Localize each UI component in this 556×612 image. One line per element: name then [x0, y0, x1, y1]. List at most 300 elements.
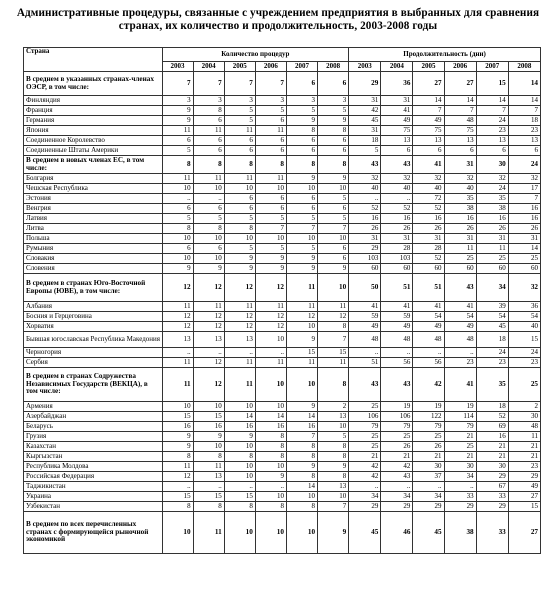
- duration-days-cell: 79: [444, 422, 476, 432]
- count-year-header: 2008: [318, 62, 349, 72]
- table-row: [24, 402, 541, 412]
- table-title: Административные процедуры, связанные с учреждением предприятия в выбранных для сравнения странах, их количество и продолжительность, 2003-2008 годы: [16, 7, 540, 32]
- country-name-cell: Беларусь: [24, 422, 163, 432]
- procedures-count-cell: 12: [255, 274, 286, 302]
- duration-days-cell: 14: [476, 96, 508, 106]
- country-name-cell: Германия: [24, 116, 163, 126]
- duration-days-cell: 41: [349, 302, 381, 312]
- table-row: [24, 244, 541, 254]
- procedures-count-cell: 9: [162, 264, 193, 274]
- procedures-count-cell: 9: [255, 264, 286, 274]
- procedures-count-cell: 5: [162, 214, 193, 224]
- country-name-cell: Босния и Герцеговина: [24, 312, 163, 322]
- procedures-count-cell: 2: [318, 402, 349, 412]
- duration-days-cell: 40: [508, 322, 540, 332]
- procedures-count-cell: ..: [224, 482, 255, 492]
- procedures-count-cell: ..: [193, 348, 224, 358]
- procedures-count-cell: 15: [193, 492, 224, 502]
- duration-days-cell: 25: [508, 254, 540, 264]
- procedures-count-cell: 5: [193, 214, 224, 224]
- duration-days-cell: 39: [476, 302, 508, 312]
- duration-days-cell: 21: [476, 452, 508, 462]
- procedures-count-cell: 9: [255, 254, 286, 264]
- procedures-count-cell: 8: [318, 442, 349, 452]
- procedures-count-cell: 10: [286, 184, 317, 194]
- duration-days-cell: 16: [413, 214, 444, 224]
- procedures-count-cell: 10: [224, 184, 255, 194]
- country-name-cell: Армения: [24, 402, 163, 412]
- duration-days-cell: 30: [413, 462, 444, 472]
- procedures-count-cell: 3: [162, 96, 193, 106]
- procedures-count-cell: 12: [255, 322, 286, 332]
- procedures-count-cell: 11: [162, 462, 193, 472]
- country-name-cell: В среднем в странах Содружества Независимых Государств (ВЕКЦА), в том числе:: [24, 368, 163, 402]
- duration-days-cell: 16: [508, 204, 540, 214]
- country-name-cell: В среднем в новых членах ЕС, в том числе:: [24, 156, 163, 174]
- procedures-count-cell: 5: [286, 106, 317, 116]
- procedures-count-cell: 9: [224, 432, 255, 442]
- duration-days-cell: 38: [444, 204, 476, 214]
- duration-days-cell: 29: [381, 502, 413, 512]
- procedures-count-cell: 8: [193, 106, 224, 116]
- procedures-count-cell: 12: [193, 274, 224, 302]
- country-name-cell: Кыргызстан: [24, 452, 163, 462]
- duration-days-cell: 26: [413, 224, 444, 234]
- duration-days-cell: 25: [508, 368, 540, 402]
- duration-days-cell: 75: [413, 126, 444, 136]
- duration-days-cell: 24: [508, 156, 540, 174]
- duration-days-cell: 19: [444, 402, 476, 412]
- duration-days-cell: ..: [413, 482, 444, 492]
- country-name-cell: Финляндия: [24, 96, 163, 106]
- duration-days-cell: 45: [349, 512, 381, 554]
- procedures-count-cell: 16: [162, 422, 193, 432]
- duration-days-cell: ..: [444, 482, 476, 492]
- duration-year-header: 2006: [444, 62, 476, 72]
- procedures-count-cell: 12: [286, 312, 317, 322]
- procedures-count-cell: 12: [224, 312, 255, 322]
- duration-days-cell: 54: [444, 312, 476, 322]
- procedures-count-cell: 8: [255, 156, 286, 174]
- procedures-count-cell: ..: [193, 194, 224, 204]
- duration-days-cell: 21: [444, 452, 476, 462]
- duration-year-header: 2004: [381, 62, 413, 72]
- duration-days-cell: 23: [444, 358, 476, 368]
- duration-days-cell: 41: [381, 302, 413, 312]
- duration-days-cell: 40: [444, 184, 476, 194]
- duration-days-cell: 25: [444, 442, 476, 452]
- table-row: [24, 472, 541, 482]
- duration-days-cell: 122: [413, 412, 444, 422]
- procedures-count-cell: 8: [318, 322, 349, 332]
- country-name-cell: Черногория: [24, 348, 163, 358]
- procedures-count-cell: 14: [224, 412, 255, 422]
- duration-days-cell: 23: [508, 126, 540, 136]
- procedures-count-cell: 11: [318, 302, 349, 312]
- duration-year-header: 2003: [349, 62, 381, 72]
- duration-days-cell: 60: [349, 264, 381, 274]
- duration-days-cell: 33: [444, 492, 476, 502]
- procedures-count-cell: 6: [318, 136, 349, 146]
- count-year-header: 2006: [255, 62, 286, 72]
- procedures-count-cell: ..: [255, 348, 286, 358]
- duration-days-cell: 49: [381, 322, 413, 332]
- table-row: [24, 432, 541, 442]
- duration-days-cell: 23: [476, 358, 508, 368]
- procedures-count-cell: 12: [224, 274, 255, 302]
- country-name-cell: Хорватия: [24, 322, 163, 332]
- duration-days-cell: 17: [508, 184, 540, 194]
- procedures-count-cell: 10: [318, 234, 349, 244]
- duration-days-cell: 2: [508, 402, 540, 412]
- duration-year-header: 2008: [508, 62, 540, 72]
- procedures-count-cell: 14: [255, 412, 286, 422]
- procedures-count-cell: 16: [224, 422, 255, 432]
- duration-days-cell: 26: [413, 442, 444, 452]
- procedures-count-cell: ..: [162, 348, 193, 358]
- procedures-count-cell: 9: [162, 442, 193, 452]
- country-name-cell: Бывшая югославская Республика Македония: [24, 332, 163, 348]
- procedures-count-cell: 8: [318, 156, 349, 174]
- country-name-cell: Сербия: [24, 358, 163, 368]
- country-name-cell: Литва: [24, 224, 163, 234]
- procedures-count-cell: 6: [318, 146, 349, 156]
- duration-days-cell: 7: [508, 106, 540, 116]
- procedures-count-cell: 8: [162, 502, 193, 512]
- duration-days-cell: 34: [381, 492, 413, 502]
- table-row: [24, 482, 541, 492]
- procedures-count-cell: 11: [286, 302, 317, 312]
- procedures-count-cell: 8: [162, 452, 193, 462]
- procedures-count-cell: 7: [318, 332, 349, 348]
- country-name-cell: В среднем в странах Юго-Восточной Европы (ЮВЕ), в том числе:: [24, 274, 163, 302]
- count-year-header: 2005: [224, 62, 255, 72]
- procedures-count-cell: 10: [224, 442, 255, 452]
- procedures-count-cell: 6: [318, 72, 349, 96]
- duration-days-cell: 60: [381, 264, 413, 274]
- duration-days-cell: 106: [349, 412, 381, 422]
- procedures-count-cell: 15: [318, 348, 349, 358]
- duration-days-cell: ..: [349, 482, 381, 492]
- procedures-count-cell: 7: [286, 224, 317, 234]
- duration-days-cell: 23: [508, 358, 540, 368]
- procedures-count-cell: 11: [193, 302, 224, 312]
- table-row: [24, 312, 541, 322]
- procedures-count-cell: 6: [224, 136, 255, 146]
- procedures-count-cell: 13: [224, 332, 255, 348]
- procedures-count-cell: 13: [318, 482, 349, 492]
- duration-days-cell: 34: [444, 472, 476, 482]
- duration-days-cell: 48: [444, 332, 476, 348]
- table-row: [24, 254, 541, 264]
- duration-days-cell: 15: [508, 332, 540, 348]
- country-name-cell: Казахстан: [24, 442, 163, 452]
- duration-days-cell: 48: [508, 422, 540, 432]
- procedures-count-cell: 6: [255, 136, 286, 146]
- procedures-count-cell: 9: [255, 472, 286, 482]
- procedures-count-cell: 11: [224, 126, 255, 136]
- duration-days-cell: 14: [508, 244, 540, 254]
- duration-days-cell: 34: [413, 492, 444, 502]
- procedures-count-cell: 12: [162, 322, 193, 332]
- duration-days-cell: 34: [349, 492, 381, 502]
- duration-days-cell: 72: [413, 194, 444, 204]
- procedures-count-cell: 10: [193, 254, 224, 264]
- table-group-row: [24, 512, 541, 554]
- country-name-cell: Венгрия: [24, 204, 163, 214]
- duration-days-cell: 49: [381, 116, 413, 126]
- procedures-count-cell: 10: [224, 234, 255, 244]
- procedures-count-cell: 9: [162, 116, 193, 126]
- duration-days-cell: 59: [349, 312, 381, 322]
- country-name-cell: Таджикистан: [24, 482, 163, 492]
- duration-days-cell: 51: [413, 274, 444, 302]
- procedures-count-cell: 10: [162, 512, 193, 554]
- duration-days-cell: 54: [413, 312, 444, 322]
- duration-days-cell: 49: [508, 482, 540, 492]
- table-group-row: [24, 368, 541, 402]
- procedures-count-cell: 10: [318, 274, 349, 302]
- procedures-count-cell: ..: [162, 482, 193, 492]
- procedures-count-cell: 13: [318, 412, 349, 422]
- duration-days-cell: 24: [476, 184, 508, 194]
- duration-days-cell: 23: [508, 462, 540, 472]
- count-year-header: 2004: [193, 62, 224, 72]
- duration-days-cell: 32: [381, 174, 413, 184]
- country-name-cell: Япония: [24, 126, 163, 136]
- duration-days-cell: 5: [349, 146, 381, 156]
- duration-days-cell: 6: [476, 146, 508, 156]
- procedures-count-cell: 5: [318, 432, 349, 442]
- procedures-count-cell: 12: [193, 312, 224, 322]
- procedures-count-cell: 8: [193, 224, 224, 234]
- table-row: [24, 174, 541, 184]
- procedures-count-cell: 9: [286, 462, 317, 472]
- duration-days-cell: 31: [349, 126, 381, 136]
- duration-days-cell: 18: [508, 116, 540, 126]
- procedures-count-cell: 11: [162, 126, 193, 136]
- procedures-count-cell: 8: [193, 452, 224, 462]
- duration-days-cell: 41: [381, 106, 413, 116]
- procedures-count-cell: 6: [193, 204, 224, 214]
- procedures-count-cell: 8: [286, 442, 317, 452]
- duration-days-cell: 45: [349, 116, 381, 126]
- table-group-row: [24, 274, 541, 302]
- country-column-header: Страна: [24, 48, 163, 72]
- duration-days-cell: 40: [381, 184, 413, 194]
- table-row: [24, 224, 541, 234]
- duration-days-cell: 18: [349, 136, 381, 146]
- duration-days-cell: 56: [381, 358, 413, 368]
- duration-days-cell: 7: [444, 106, 476, 116]
- duration-days-cell: 42: [381, 462, 413, 472]
- procedures-count-cell: 12: [162, 274, 193, 302]
- duration-days-cell: 49: [444, 322, 476, 332]
- duration-days-cell: 11: [444, 244, 476, 254]
- procedures-count-cell: 5: [224, 244, 255, 254]
- duration-days-cell: 26: [508, 224, 540, 234]
- country-name-cell: Эстония: [24, 194, 163, 204]
- duration-days-cell: 25: [381, 432, 413, 442]
- table-row: [24, 348, 541, 358]
- duration-days-cell: 43: [349, 156, 381, 174]
- duration-days-cell: 6: [508, 146, 540, 156]
- procedures-count-cell: 13: [193, 472, 224, 482]
- procedures-count-cell: 5: [286, 214, 317, 224]
- procedures-count-cell: 6: [255, 146, 286, 156]
- duration-days-cell: 103: [349, 254, 381, 264]
- duration-days-cell: 14: [508, 96, 540, 106]
- duration-days-cell: 31: [444, 234, 476, 244]
- country-name-cell: Соединенные Штаты Америки: [24, 146, 163, 156]
- duration-days-cell: 35: [444, 194, 476, 204]
- duration-days-cell: 6: [444, 146, 476, 156]
- procedures-count-cell: 5: [286, 244, 317, 254]
- duration-days-cell: 18: [476, 402, 508, 412]
- procedures-count-cell: 10: [255, 234, 286, 244]
- duration-days-cell: 13: [508, 136, 540, 146]
- table-row: [24, 492, 541, 502]
- duration-days-cell: 16: [349, 214, 381, 224]
- duration-days-cell: 35: [476, 194, 508, 204]
- duration-days-cell: 26: [381, 224, 413, 234]
- procedures-count-cell: 10: [286, 492, 317, 502]
- procedures-count-cell: 10: [255, 368, 286, 402]
- duration-days-cell: 41: [413, 156, 444, 174]
- duration-days-cell: 13: [381, 136, 413, 146]
- duration-days-cell: 28: [413, 244, 444, 254]
- duration-days-cell: 21: [349, 452, 381, 462]
- duration-days-cell: 75: [444, 126, 476, 136]
- procedures-count-cell: 12: [318, 312, 349, 322]
- procedures-count-cell: 7: [286, 432, 317, 442]
- country-name-cell: Грузия: [24, 432, 163, 442]
- procedures-count-cell: 11: [224, 302, 255, 312]
- procedures-count-cell: 10: [224, 402, 255, 412]
- duration-days-cell: 16: [508, 214, 540, 224]
- procedures-count-cell: 8: [286, 472, 317, 482]
- procedures-count-cell: 10: [286, 512, 317, 554]
- duration-days-cell: 21: [476, 442, 508, 452]
- procedures-count-cell: 9: [286, 116, 317, 126]
- duration-days-cell: 25: [476, 254, 508, 264]
- procedures-count-cell: 8: [286, 452, 317, 462]
- procedures-count-cell: 12: [193, 358, 224, 368]
- header-row-top: [24, 48, 541, 62]
- procedures-count-cell: 9: [318, 116, 349, 126]
- procedures-count-cell: 12: [193, 322, 224, 332]
- duration-days-cell: 29: [349, 244, 381, 254]
- duration-days-cell: 31: [444, 156, 476, 174]
- duration-days-cell: 43: [381, 368, 413, 402]
- duration-days-cell: 43: [381, 156, 413, 174]
- procedures-count-cell: 5: [318, 194, 349, 204]
- duration-days-cell: 16: [444, 214, 476, 224]
- procedures-count-cell: 8: [318, 452, 349, 462]
- duration-days-cell: 31: [413, 234, 444, 244]
- duration-days-cell: 6: [381, 146, 413, 156]
- duration-days-cell: 14: [413, 96, 444, 106]
- duration-days-cell: 31: [476, 234, 508, 244]
- procedures-count-cell: 6: [162, 136, 193, 146]
- table-row: [24, 452, 541, 462]
- procedures-count-cell: 5: [224, 116, 255, 126]
- procedures-count-cell: 9: [318, 462, 349, 472]
- duration-days-cell: 21: [381, 452, 413, 462]
- duration-days-cell: ..: [349, 194, 381, 204]
- duration-days-cell: 13: [444, 136, 476, 146]
- procedures-count-cell: 10: [255, 492, 286, 502]
- procedures-count-cell: 11: [162, 358, 193, 368]
- procedures-count-cell: 16: [255, 422, 286, 432]
- duration-days-cell: 69: [476, 422, 508, 432]
- table-row: [24, 234, 541, 244]
- duration-days-cell: 6: [413, 146, 444, 156]
- procedures-count-cell: 10: [162, 184, 193, 194]
- procedures-count-cell: 10: [255, 402, 286, 412]
- duration-days-cell: 33: [476, 492, 508, 502]
- duration-days-cell: 13: [413, 136, 444, 146]
- procedures-count-cell: 15: [162, 412, 193, 422]
- procedures-count-cell: 3: [255, 96, 286, 106]
- duration-days-cell: 43: [444, 274, 476, 302]
- duration-days-cell: 52: [476, 412, 508, 422]
- table-row: [24, 106, 541, 116]
- procedures-count-cell: 8: [318, 368, 349, 402]
- procedures-count-cell: 6: [193, 146, 224, 156]
- procedures-count-cell: 11: [193, 512, 224, 554]
- procedures-count-cell: 8: [255, 502, 286, 512]
- duration-days-cell: 26: [476, 224, 508, 234]
- country-name-cell: В среднем в указанных странах-членах ОЭСР, в том числе:: [24, 72, 163, 96]
- duration-days-cell: 11: [476, 244, 508, 254]
- procedures-count-cell: 11: [255, 358, 286, 368]
- duration-days-cell: 43: [349, 368, 381, 402]
- procedures-count-cell: 9: [318, 174, 349, 184]
- duration-days-cell: 27: [444, 72, 476, 96]
- country-name-cell: Словакия: [24, 254, 163, 264]
- procedures-count-cell: 5: [318, 106, 349, 116]
- procedures-count-cell: 9: [286, 402, 317, 412]
- duration-days-cell: 60: [508, 264, 540, 274]
- duration-days-cell: 41: [444, 368, 476, 402]
- procedures-count-cell: 3: [286, 96, 317, 106]
- procedures-count-cell: 12: [162, 472, 193, 482]
- table-row: [24, 442, 541, 452]
- duration-days-cell: 13: [476, 136, 508, 146]
- duration-days-cell: 42: [413, 368, 444, 402]
- duration-days-cell: 79: [381, 422, 413, 432]
- duration-days-cell: 37: [413, 472, 444, 482]
- procedures-count-cell: 5: [318, 214, 349, 224]
- country-name-cell: Болгария: [24, 174, 163, 184]
- duration-days-cell: 38: [476, 204, 508, 214]
- procedures-count-cell: 6: [162, 204, 193, 214]
- duration-days-cell: 26: [381, 442, 413, 452]
- table-row: [24, 502, 541, 512]
- table-row: [24, 322, 541, 332]
- duration-days-cell: 16: [476, 214, 508, 224]
- procedures-count-cell: 9: [318, 264, 349, 274]
- duration-days-cell: 31: [381, 234, 413, 244]
- duration-days-cell: 30: [508, 412, 540, 422]
- procedures-count-cell: 12: [193, 368, 224, 402]
- duration-days-cell: 46: [381, 512, 413, 554]
- country-name-cell: Узбекистан: [24, 502, 163, 512]
- procedures-count-cell: 6: [224, 146, 255, 156]
- duration-days-cell: 29: [413, 502, 444, 512]
- procedures-count-cell: 10: [224, 462, 255, 472]
